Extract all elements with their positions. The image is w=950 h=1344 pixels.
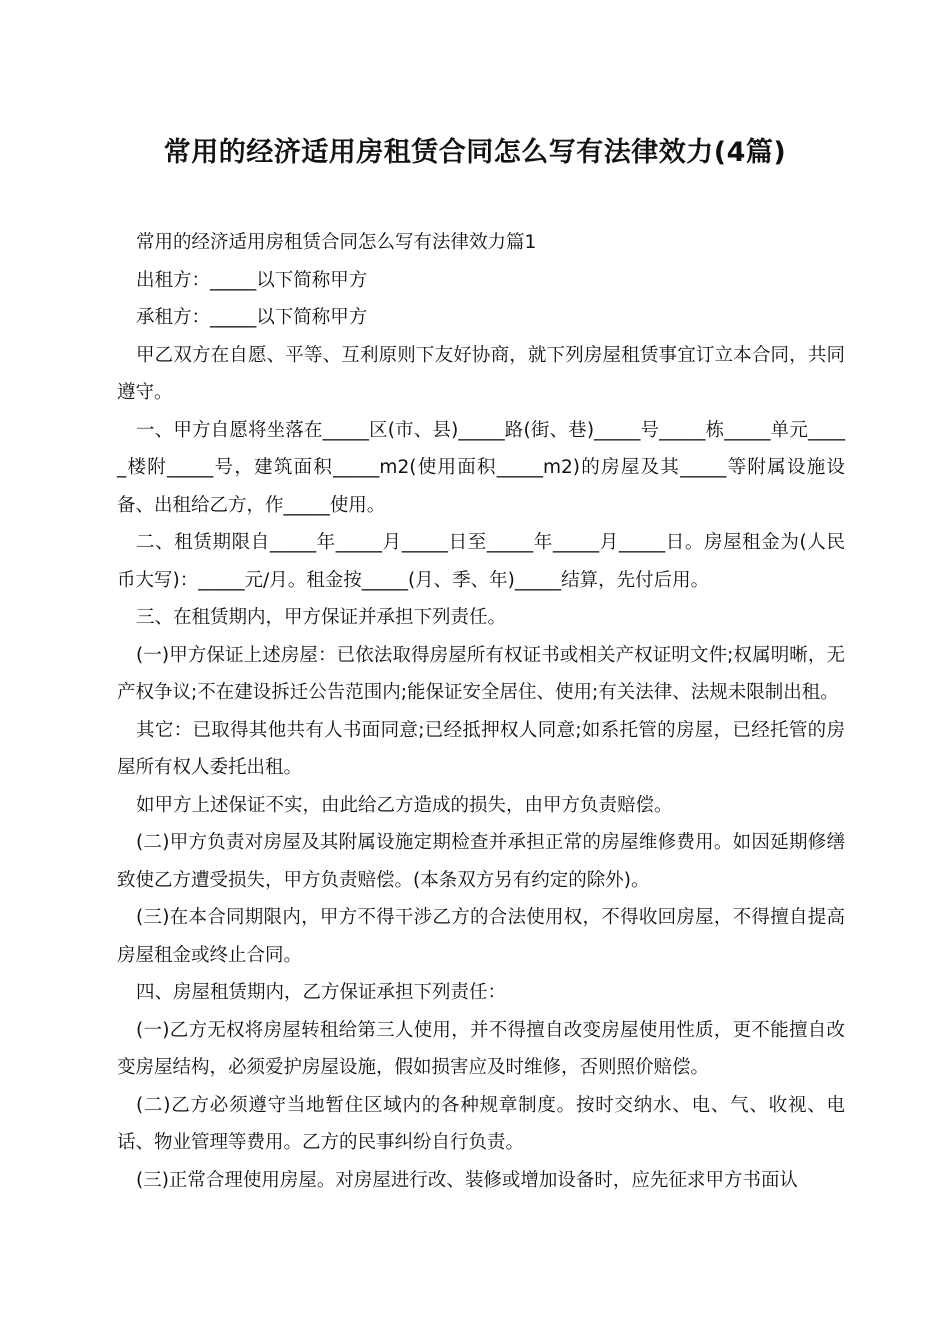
clause-2-paragraph: 二、租赁期限自_____年_____月_____日至_____年_____月_____日。房屋租金为(人民币大写)：_____元/月。租金按_____(月、季、年)_____结算，先付后用。	[117, 532, 845, 591]
clause-4-item-1: (一)乙方无权将房屋转租给第三人使用，并不得擅自改变房屋使用性质，更不能擅自改变房屋结构，必须爱护房屋设施，假如损害应及时维修，否则照价赔偿。	[117, 1019, 845, 1078]
clause-3-item-2: (二)甲方负责对房屋及其附属设施定期检查并承担正常的房屋维修费用。如因延期修缮致使乙方遭受损失，甲方负责赔偿。(本条双方另有约定的除外)。	[117, 832, 845, 891]
clause-1-paragraph: 一、甲方自愿将坐落在_____区(市、县)_____路(街、巷)_____号_____栋_____单元_____楼附_____号，建筑面积_____m2(使用面积_____m2)的房屋及其_____等附属设施设备、出租给乙方，作_____使用。	[117, 419, 845, 516]
lessor-line: 出租方：_____以下简称甲方	[136, 269, 368, 291]
preamble-paragraph: 甲乙双方在自愿、平等、互利原则下友好协商，就下列房屋租赁事宜订立本合同，共同遵守。	[117, 344, 845, 403]
clause-3-item-3: (三)在本合同期限内，甲方不得干涉乙方的合法使用权，不得收回房屋，不得擅自提高房屋租金或终止合同。	[117, 907, 845, 966]
document-title: 常用的经济适用房租赁合同怎么写有法律效力(4篇)	[163, 137, 787, 168]
clause-4-item-2: (二)乙方必须遵守当地暂住区域内的各种规章制度。按时交纳水、电、气、收视、电话、物业管理等费用。乙方的民事纠纷自行负责。	[117, 1094, 845, 1153]
clause-3-item-1: (一)甲方保证上述房屋：已依法取得房屋所有权证书或相关产权证明文件;权属明晰，无产权争议;不在建设拆迁公告范围内;能保证安全居住、使用;有关法律、法规未限制出租。	[117, 644, 845, 703]
document-body	[117, 224, 845, 1199]
clause-3-other: 其它：已取得其他共有人书面同意;已经抵押权人同意;如系托管的房屋，已经托管的房屋所有权人委托出租。	[117, 719, 845, 778]
lessee-line: 承租方：_____以下简称甲方	[136, 307, 368, 328]
clause-3-heading: 三、在租赁期内，甲方保证并承担下列责任。	[136, 607, 507, 628]
clause-4-heading: 四、房屋租赁期内，乙方保证承担下列责任：	[136, 982, 507, 1003]
clause-3-liability: 如甲方上述保证不实，由此给乙方造成的损失，由甲方负责赔偿。	[136, 794, 673, 816]
section-heading: 常用的经济适用房租赁合同怎么写有法律效力篇1	[136, 232, 537, 253]
clause-4-item-3: (三)正常合理使用房屋。对房屋进行改、装修或增加设备时，应先征求甲方书面认	[136, 1169, 798, 1191]
